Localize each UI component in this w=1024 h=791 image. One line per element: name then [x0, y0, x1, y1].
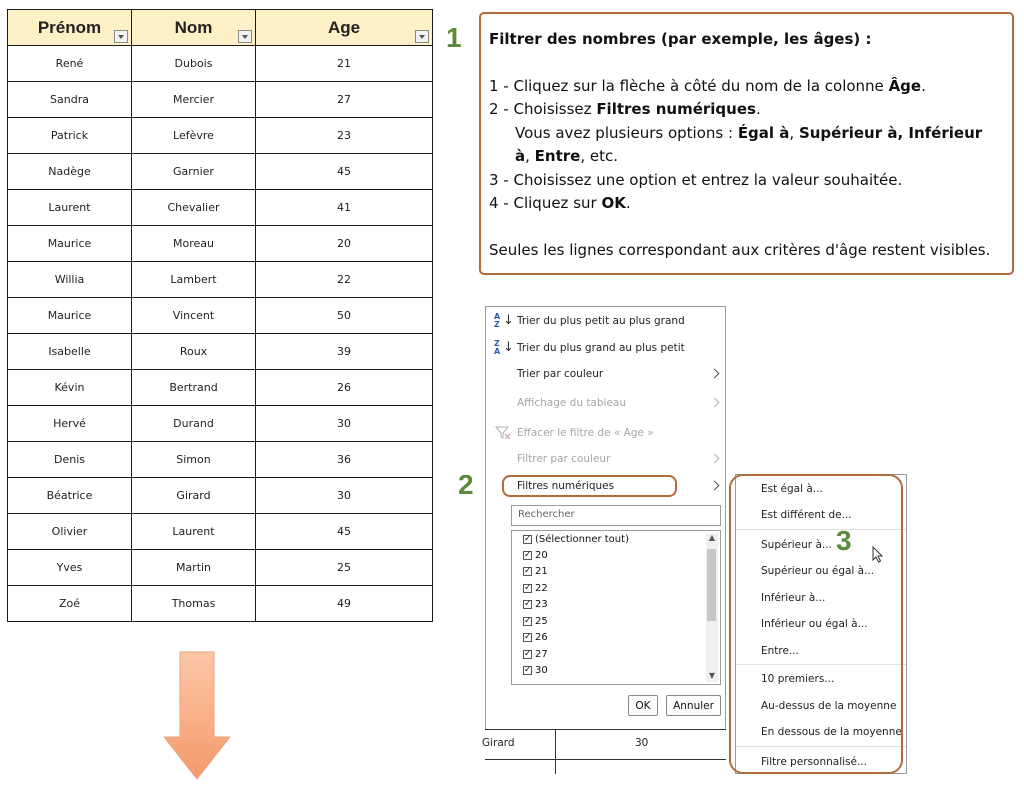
table-row	[8, 226, 433, 262]
age-cell: 50	[256, 298, 433, 334]
data-table	[7, 9, 433, 622]
instructions-box	[479, 12, 1014, 275]
submenu-less-than[interactable]: Inférieur à...	[761, 592, 826, 604]
list-item[interactable]: ✓ 26	[524, 632, 548, 643]
instruction-step-4: 4 - Cliquez sur OK.	[489, 194, 631, 212]
value-list	[511, 530, 721, 685]
age-cell: 41	[256, 190, 433, 226]
checkbox-icon[interactable]: ✓	[524, 550, 532, 560]
submenu-equal[interactable]: Est égal à...	[761, 483, 823, 495]
first-name-cell: Sandra	[8, 82, 132, 118]
checkbox-icon[interactable]: ✓	[524, 566, 532, 576]
age-cell: 36	[256, 442, 433, 478]
scroll-down-icon[interactable]: ▼	[708, 671, 715, 680]
last-name-cell: Roux	[132, 334, 256, 370]
filter-dropdown-nom-icon[interactable]	[238, 30, 252, 43]
step-number-1: 1	[446, 22, 462, 53]
list-item[interactable]: ✓ 25	[524, 616, 548, 627]
checkbox-icon[interactable]: ✓	[524, 616, 532, 626]
number-filters-item[interactable]: Filtres numériques	[517, 480, 615, 492]
table-row	[8, 154, 433, 190]
sort-ascending-item[interactable]: Trier du plus petit au plus grand	[517, 315, 685, 327]
first-name-cell: Patrick	[8, 118, 132, 154]
table-row	[8, 550, 433, 586]
strip-name-cell: Girard	[482, 737, 515, 749]
sort-descending-icon: Z A ↓	[494, 339, 514, 356]
list-item[interactable]: ✓ 27	[524, 649, 548, 660]
submenu-highlight	[729, 474, 903, 774]
table-row	[8, 370, 433, 406]
first-name-cell: Zoé	[8, 586, 132, 622]
age-cell: 25	[256, 550, 433, 586]
table-row	[8, 478, 433, 514]
last-name-cell: Simon	[132, 442, 256, 478]
list-item[interactable]: ✓ 22	[524, 583, 548, 594]
instruction-step-1: 1 - Cliquez sur la flèche à côté du nom de la colonne Âge.	[489, 76, 926, 95]
last-name-cell: Chevalier	[132, 190, 256, 226]
last-name-cell: Garnier	[132, 154, 256, 190]
sort-color-chevron-icon	[710, 369, 720, 379]
number-filters-highlight	[502, 475, 677, 497]
table-row	[8, 514, 433, 550]
first-name-cell: Kévin	[8, 370, 132, 406]
submenu-top-10[interactable]: 10 premiers...	[761, 673, 835, 685]
header-row	[8, 10, 433, 46]
instructions-title: Filtrer des nombres (par exemple, les âges) :	[489, 30, 872, 48]
age-cell: 27	[256, 82, 433, 118]
sort-by-color-item[interactable]: Trier par couleur	[517, 368, 604, 380]
first-name-cell: Yves	[8, 550, 132, 586]
search-input[interactable]: Rechercher	[511, 505, 721, 526]
scrollbar-thumb[interactable]	[707, 549, 716, 621]
first-name-cell: Laurent	[8, 190, 132, 226]
submenu-not-equal[interactable]: Est différent de...	[761, 509, 852, 521]
age-cell: 20	[256, 226, 433, 262]
filter-by-color-item: Filtrer par couleur	[517, 453, 611, 465]
instruction-step-3: 3 - Choisissez une option et entrez la valeur souhaitée.	[489, 170, 903, 189]
instruction-step-2: 2 - Choisissez Filtres numériques.	[489, 100, 761, 118]
table-row	[8, 118, 433, 154]
submenu-custom-filter[interactable]: Filtre personnalisé...	[761, 756, 867, 768]
step-number-2: 2	[458, 469, 474, 500]
instruction-result: Seules les lignes correspondant aux critères d'âge restent visibles.	[489, 240, 991, 259]
submenu-greater-or-equal[interactable]: Supérieur ou égal à...	[761, 565, 875, 577]
instruction-options-line1: Vous avez plusieurs options : Égal à, Supérieur à, Inférieur	[515, 123, 983, 142]
first-name-cell: Hervé	[8, 406, 132, 442]
filter-dropdown-age-icon[interactable]	[415, 30, 429, 43]
age-cell: 21	[256, 46, 433, 82]
sort-descending-item[interactable]: Trier du plus grand au plus petit	[517, 342, 685, 354]
first-name-cell: Isabelle	[8, 334, 132, 370]
submenu-between[interactable]: Entre...	[761, 645, 799, 657]
submenu-less-or-equal[interactable]: Inférieur ou égal à...	[761, 618, 868, 630]
submenu-greater-than[interactable]: Supérieur à...	[761, 539, 832, 551]
table-row	[8, 46, 433, 82]
number-filters-chevron-icon	[710, 481, 720, 491]
first-name-cell: Nadège	[8, 154, 132, 190]
cancel-button[interactable]: Annuler	[666, 695, 721, 716]
list-item-select-all[interactable]: ✓ (Sélectionner tout)	[524, 534, 629, 545]
age-cell: 39	[256, 334, 433, 370]
first-name-cell: Maurice	[8, 226, 132, 262]
sheet-row-fragment	[482, 729, 726, 774]
last-name-cell: Girard	[132, 478, 256, 514]
header-prenom: Prénom	[8, 10, 132, 46]
filter-menu	[485, 306, 726, 730]
table-row	[8, 190, 433, 226]
table-row	[8, 82, 433, 118]
age-cell: 23	[256, 118, 433, 154]
age-cell: 30	[256, 406, 433, 442]
clear-filter-icon	[495, 425, 511, 440]
age-cell: 30	[256, 478, 433, 514]
sort-ascending-icon: A Z ↓	[494, 312, 514, 329]
checkbox-icon[interactable]: ✓	[524, 665, 532, 675]
age-cell: 22	[256, 262, 433, 298]
last-name-cell: Thomas	[132, 586, 256, 622]
step-number-3: 3	[836, 525, 852, 556]
checkbox-icon[interactable]: ✓	[524, 583, 532, 593]
header-age: Age	[256, 10, 433, 46]
last-name-cell: Moreau	[132, 226, 256, 262]
last-name-cell: Martin	[132, 550, 256, 586]
last-name-cell: Lefèvre	[132, 118, 256, 154]
strip-age-cell: 30	[635, 737, 649, 749]
submenu-below-average[interactable]: En dessous de la moyenne	[761, 726, 902, 738]
header-nom: Nom	[132, 10, 256, 46]
list-item[interactable]: ✓ 30	[524, 665, 548, 676]
list-item[interactable]: ✓ 23	[524, 599, 548, 610]
first-name-cell: Maurice	[8, 298, 132, 334]
checkbox-icon[interactable]: ✓	[524, 599, 532, 609]
age-cell: 45	[256, 154, 433, 190]
down-arrow-icon	[163, 651, 231, 781]
table-row	[8, 586, 433, 622]
table-row	[8, 262, 433, 298]
instruction-options-line2: à, Entre, etc.	[515, 147, 619, 165]
last-name-cell: Lambert	[132, 262, 256, 298]
scroll-up-icon[interactable]: ▲	[708, 533, 715, 542]
age-cell: 26	[256, 370, 433, 406]
first-name-cell: Willia	[8, 262, 132, 298]
first-name-cell: Béatrice	[8, 478, 132, 514]
checkbox-icon[interactable]: ✓	[524, 649, 532, 659]
submenu-above-average[interactable]: Au-dessus de la moyenne	[761, 700, 897, 712]
last-name-cell: Durand	[132, 406, 256, 442]
first-name-cell: Denis	[8, 442, 132, 478]
table-row	[8, 334, 433, 370]
last-name-cell: Vincent	[132, 298, 256, 334]
age-cell: 45	[256, 514, 433, 550]
filter-color-chevron-icon	[710, 454, 720, 464]
filter-dropdown-prenom-icon[interactable]	[114, 30, 128, 43]
checkbox-icon[interactable]: ✓	[524, 534, 532, 544]
first-name-cell: Olivier	[8, 514, 132, 550]
table-view-chevron-icon	[710, 398, 720, 408]
last-name-cell: Dubois	[132, 46, 256, 82]
ok-button[interactable]: OK	[628, 695, 658, 716]
last-name-cell: Bertrand	[132, 370, 256, 406]
table-row	[8, 298, 433, 334]
list-item[interactable]: ✓ 20	[524, 550, 548, 561]
first-name-cell: René	[8, 46, 132, 82]
clear-filter-item: Effacer le filtre de « Age »	[517, 427, 654, 439]
last-name-cell: Mercier	[132, 82, 256, 118]
checkbox-icon[interactable]: ✓	[524, 632, 532, 642]
table-view-item: Affichage du tableau	[517, 397, 626, 409]
last-name-cell: Laurent	[132, 514, 256, 550]
list-item[interactable]: ✓ 21	[524, 566, 548, 577]
table-row	[8, 406, 433, 442]
table-row	[8, 442, 433, 478]
age-cell: 49	[256, 586, 433, 622]
